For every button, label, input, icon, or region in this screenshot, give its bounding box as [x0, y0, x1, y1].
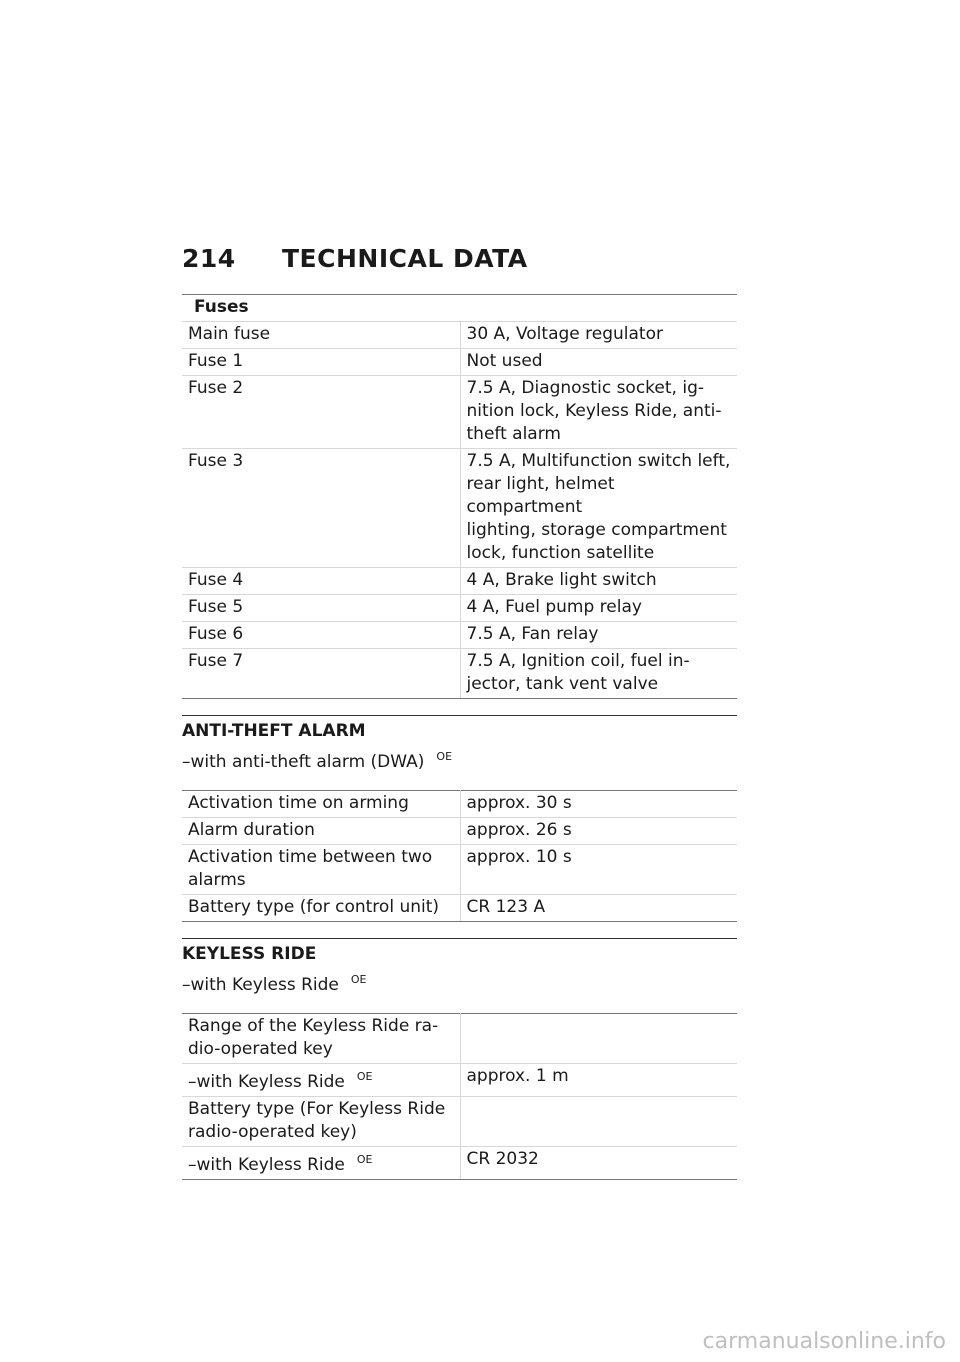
row-label-text: Fuse 6 [188, 624, 244, 644]
row-label [182, 1014, 460, 1064]
row-label-text: Fuse 3 [188, 451, 244, 471]
fuses-heading: Fuses [182, 295, 737, 322]
content [182, 294, 737, 1180]
table-row [182, 649, 737, 699]
row-label [182, 818, 460, 845]
row-value: 7.5 A, Multifunction switch left, rear light, helmet compartment lighting, storage compartment lock, function satellite [460, 449, 737, 568]
row-label-text: –with Keyless Ride [188, 1072, 345, 1092]
row-value: approx. 10 s [460, 845, 737, 895]
keyless-variant [182, 968, 737, 997]
row-value [460, 1014, 737, 1064]
table-row [182, 1064, 737, 1097]
table-row [182, 349, 737, 376]
fuses-rows [182, 322, 737, 699]
row-label-text: Fuse 4 [188, 570, 244, 590]
row-value [460, 1097, 737, 1147]
fuses-heading-row [182, 295, 737, 322]
row-label-text: Battery type (for control unit) [188, 897, 440, 917]
anti-theft-variant-text: –with anti-theft alarm (DWA) [182, 752, 425, 772]
row-value: 4 A, Brake light switch [460, 568, 737, 595]
row-label-sup: OE [356, 1070, 373, 1083]
anti-theft-variant [182, 745, 737, 774]
row-value: 4 A, Fuel pump relay [460, 595, 737, 622]
row-label [182, 791, 460, 818]
row-label-text: Fuse 5 [188, 597, 244, 617]
fuses-table [182, 294, 737, 699]
table-row [182, 322, 737, 349]
keyless-title: KEYLESS RIDE [182, 938, 737, 966]
row-label-sup: OE [356, 1153, 373, 1166]
row-label-text: Alarm duration [188, 820, 315, 840]
row-value: approx. 30 s [460, 791, 737, 818]
row-label-text: Main fuse [188, 324, 271, 344]
row-label [182, 568, 460, 595]
page-number: 214 [182, 244, 236, 273]
row-label-text: Range of the Keyless Ride ra- dio-operated key [188, 1016, 439, 1059]
table-row [182, 376, 737, 449]
keyless-variant-text: –with Keyless Ride [182, 975, 339, 995]
row-value: approx. 1 m [460, 1064, 737, 1097]
row-value: CR 123 A [460, 895, 737, 922]
watermark: carmanualsonline.info [702, 1329, 946, 1354]
page-title: TECHNICAL DATA [282, 244, 528, 273]
anti-theft-table [182, 790, 737, 922]
anti-theft-title: ANTI-THEFT ALARM [182, 715, 737, 743]
anti-theft-rows [182, 791, 737, 922]
row-label [182, 349, 460, 376]
row-label [182, 622, 460, 649]
row-label-text: Battery type (For Keyless Ride radio-operated key) [188, 1099, 446, 1142]
row-value: CR 2032 [460, 1147, 737, 1180]
row-label-text: Fuse 2 [188, 378, 244, 398]
row-value: 30 A, Voltage regulator [460, 322, 737, 349]
table-row [182, 845, 737, 895]
row-value: 7.5 A, Ignition coil, fuel in- jector, tank vent valve [460, 649, 737, 699]
row-value: approx. 26 s [460, 818, 737, 845]
row-label [182, 1097, 460, 1147]
table-row [182, 1097, 737, 1147]
row-label-text: Fuse 7 [188, 651, 244, 671]
row-label [182, 449, 460, 568]
row-label [182, 322, 460, 349]
row-value: 7.5 A, Fan relay [460, 622, 737, 649]
row-label [182, 895, 460, 922]
row-label-text: Activation time on arming [188, 793, 409, 813]
row-label [182, 649, 460, 699]
row-label [182, 1147, 460, 1180]
table-row [182, 1014, 737, 1064]
table-row [182, 791, 737, 818]
anti-theft-variant-sup: OE [436, 750, 453, 763]
table-row [182, 1147, 737, 1180]
row-label [182, 376, 460, 449]
table-row [182, 895, 737, 922]
row-label-text: Activation time between two alarms [188, 847, 433, 890]
table-row [182, 449, 737, 568]
keyless-table [182, 1013, 737, 1180]
row-label-text: –with Keyless Ride [188, 1155, 345, 1175]
page-header [182, 244, 528, 273]
row-value: 7.5 A, Diagnostic socket, ig- nition lock, Keyless Ride, anti- theft alarm [460, 376, 737, 449]
row-label [182, 595, 460, 622]
row-label-text: Fuse 1 [188, 351, 244, 371]
keyless-variant-sup: OE [350, 973, 367, 986]
table-row [182, 568, 737, 595]
table-row [182, 818, 737, 845]
table-row [182, 595, 737, 622]
keyless-rows [182, 1014, 737, 1180]
row-value: Not used [460, 349, 737, 376]
table-row [182, 622, 737, 649]
row-label [182, 1064, 460, 1097]
row-label [182, 845, 460, 895]
